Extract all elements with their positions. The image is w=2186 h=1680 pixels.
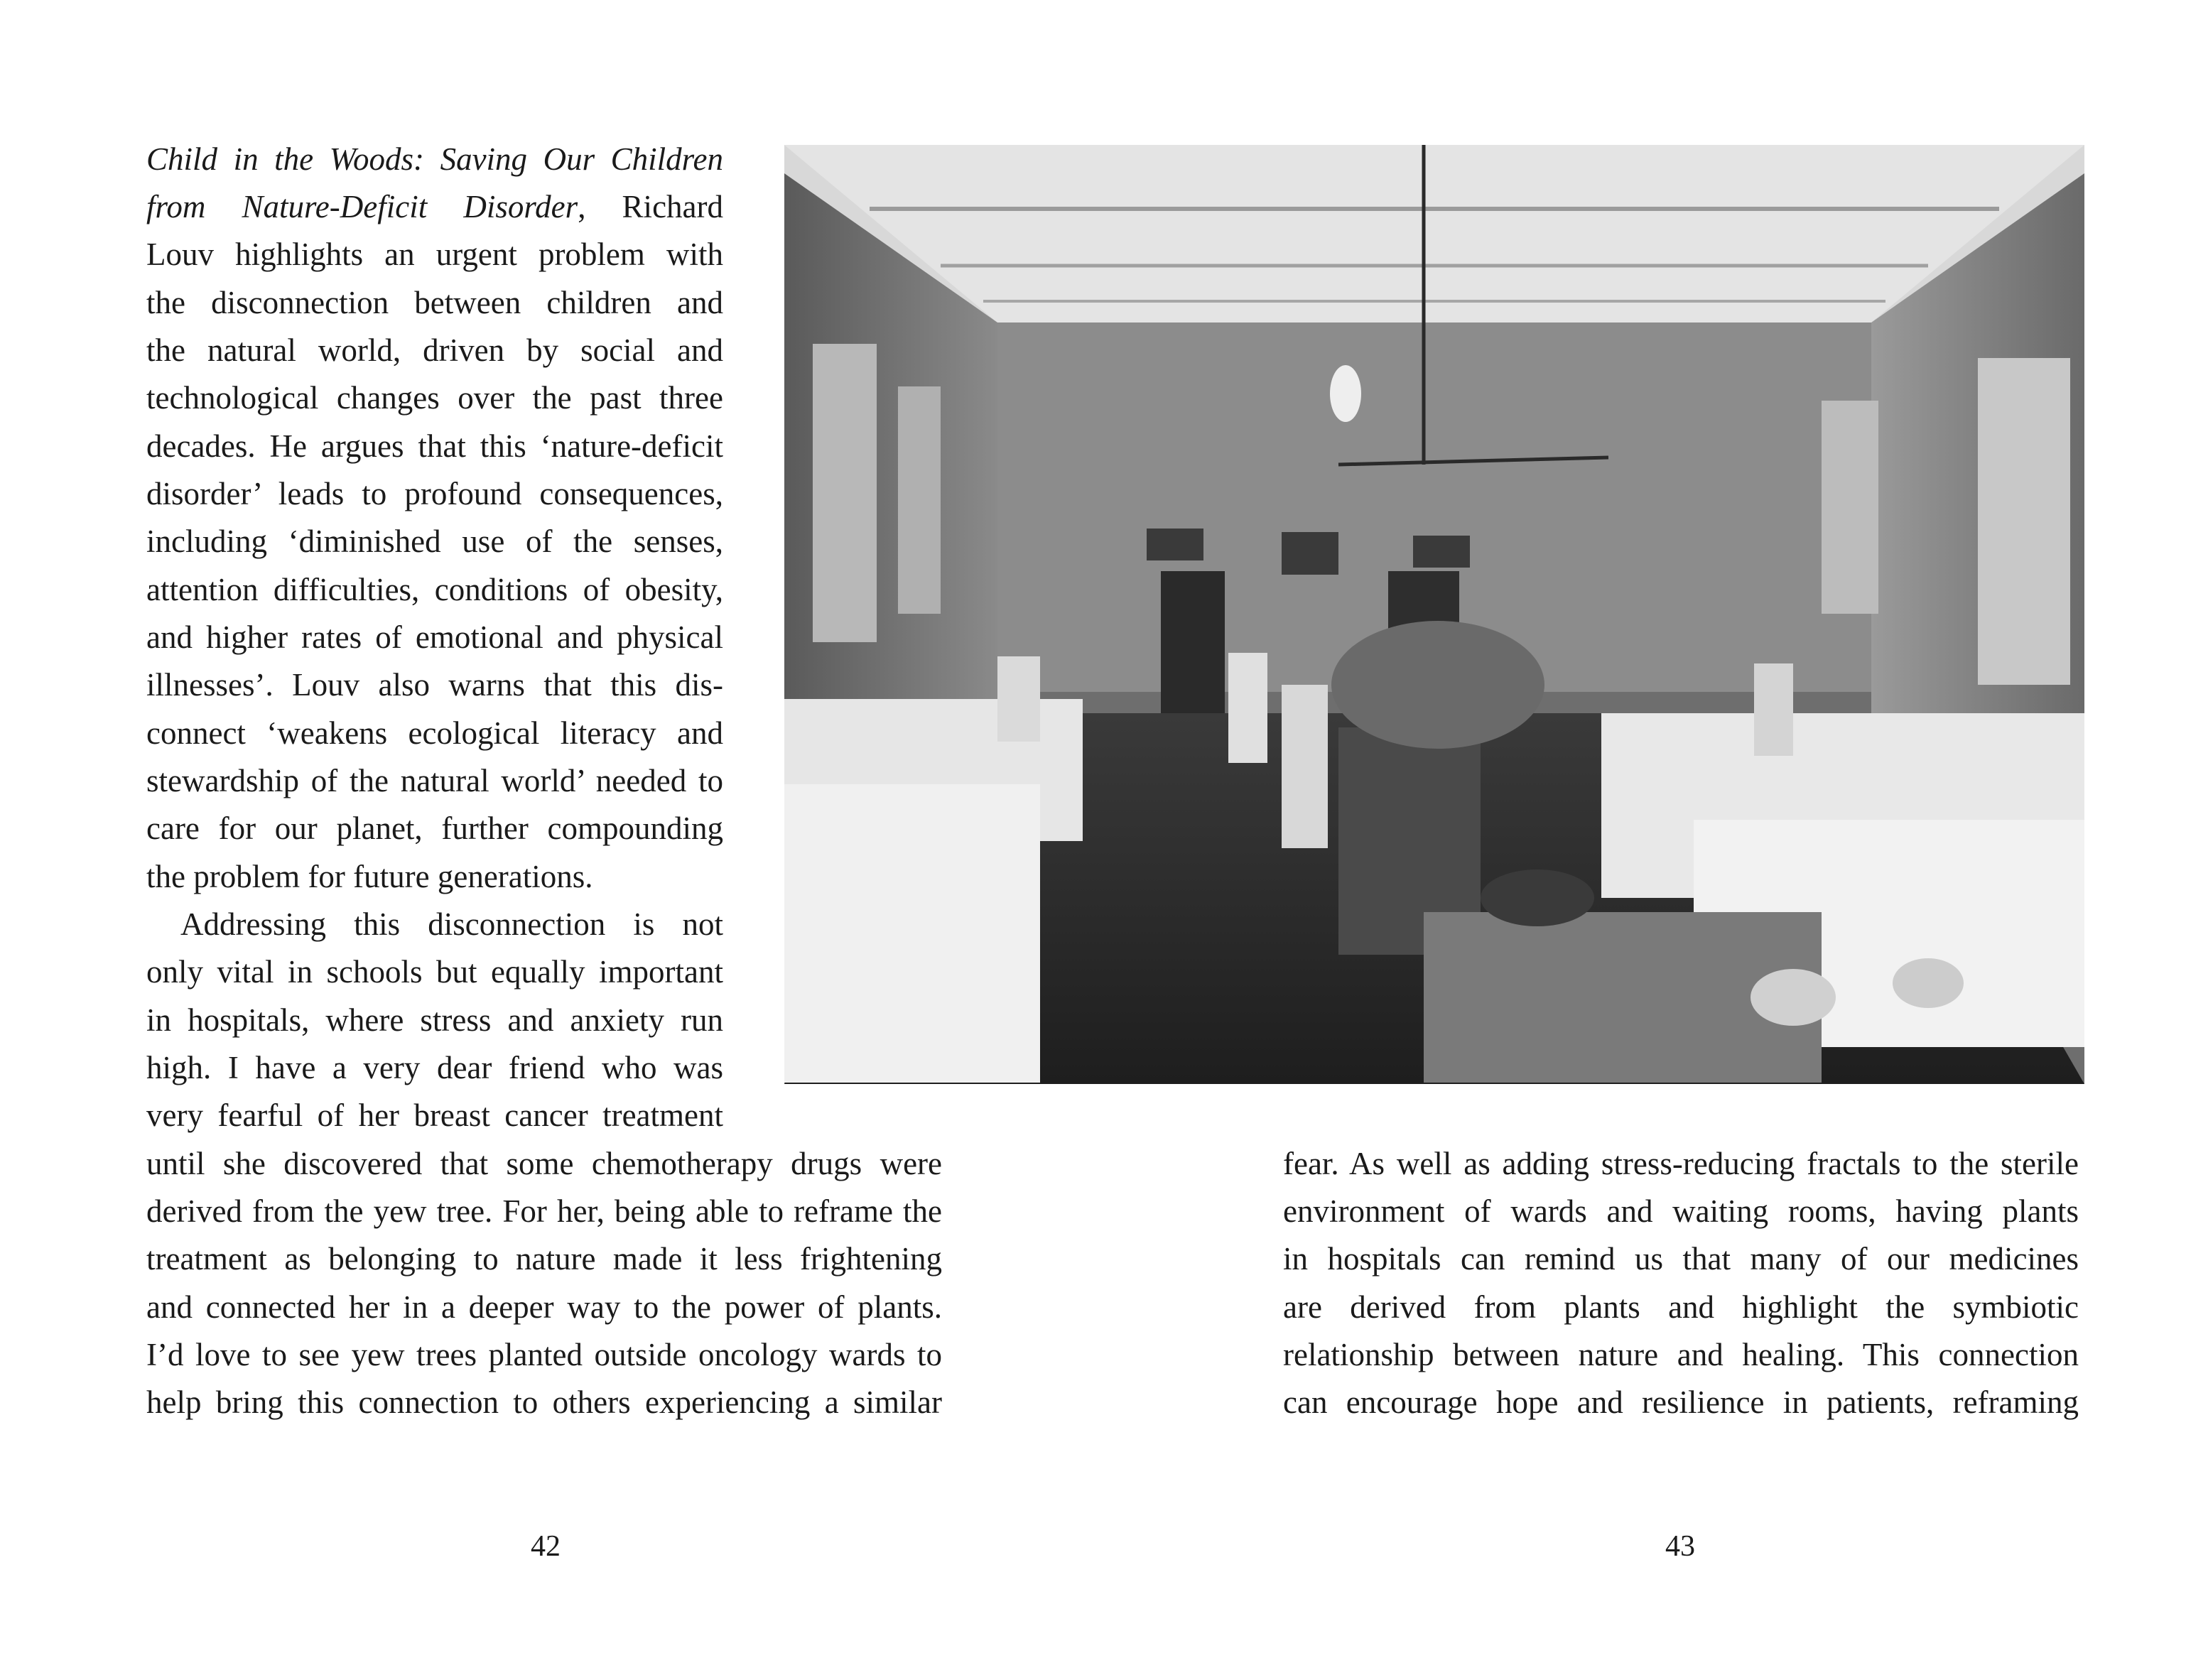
text-line: decades. He argues that this ‘nature-deficit	[146, 428, 723, 464]
text-line: are derived from plants and highlight the symbiotic	[1283, 1289, 2079, 1325]
text-line: and higher rates of emotional and physical	[146, 619, 723, 655]
text-line: Child in the Woods: Saving Our Children	[146, 141, 723, 177]
hospital-ward-photo	[784, 145, 2084, 1084]
text-line: illnesses’. Louv also warns that this dis-	[146, 667, 723, 703]
page-number-left: 42	[531, 1530, 561, 1563]
text-line: the problem for future generations.	[146, 859, 593, 894]
text-line: can encourage hope and resilience in patients, reframing	[1283, 1384, 2079, 1420]
text-line: Addressing this disconnection is not	[180, 906, 723, 942]
text-line: only vital in schools but equally important	[146, 954, 723, 990]
text-line: environment of wards and waiting rooms, having plants	[1283, 1193, 2079, 1229]
text-line: including ‘diminished use of the senses,	[146, 524, 723, 559]
text-line: connect ‘weakens ecological literacy and	[146, 715, 723, 751]
text-line: and connected her in a deeper way to the power of plants.	[146, 1289, 942, 1325]
text-line: relationship between nature and healing. This connection	[1283, 1337, 2079, 1372]
text-line: Louv highlights an urgent problem with	[146, 237, 723, 272]
text-line: I’d love to see yew trees planted outside oncology wards to	[146, 1337, 942, 1372]
text-line: very fearful of her breast cancer treatment	[146, 1098, 723, 1133]
text-line: the disconnection between children and	[146, 285, 723, 320]
text-line: the natural world, driven by social and	[146, 332, 723, 368]
text-line: care for our planet, further compounding	[146, 811, 723, 846]
text-line: disorder’ leads to profound consequences,	[146, 476, 723, 511]
text-line: in hospitals, where stress and anxiety run	[146, 1002, 723, 1038]
text-line: in hospitals can remind us that many of our medicines	[1283, 1241, 2079, 1277]
text-line: help bring this connection to others experiencing a similar	[146, 1384, 942, 1420]
page-number-right: 43	[1665, 1530, 1695, 1563]
text-line: stewardship of the natural world’ needed to	[146, 763, 723, 798]
text-line: high. I have a very dear friend who was	[146, 1050, 723, 1085]
text-line: until she discovered that some chemotherapy drugs were	[146, 1146, 942, 1181]
text-line: from Nature-Deficit Disorder, Richard	[146, 189, 723, 224]
text-line: derived from the yew tree. For her, being able to reframe the	[146, 1193, 942, 1229]
text-line: treatment as belonging to nature made it less frightening	[146, 1241, 942, 1277]
text-line: fear. As well as adding stress-reducing fractals to the sterile	[1283, 1146, 2079, 1181]
text-line: attention difficulties, conditions of obesity,	[146, 572, 723, 607]
text-line: technological changes over the past three	[146, 380, 723, 416]
